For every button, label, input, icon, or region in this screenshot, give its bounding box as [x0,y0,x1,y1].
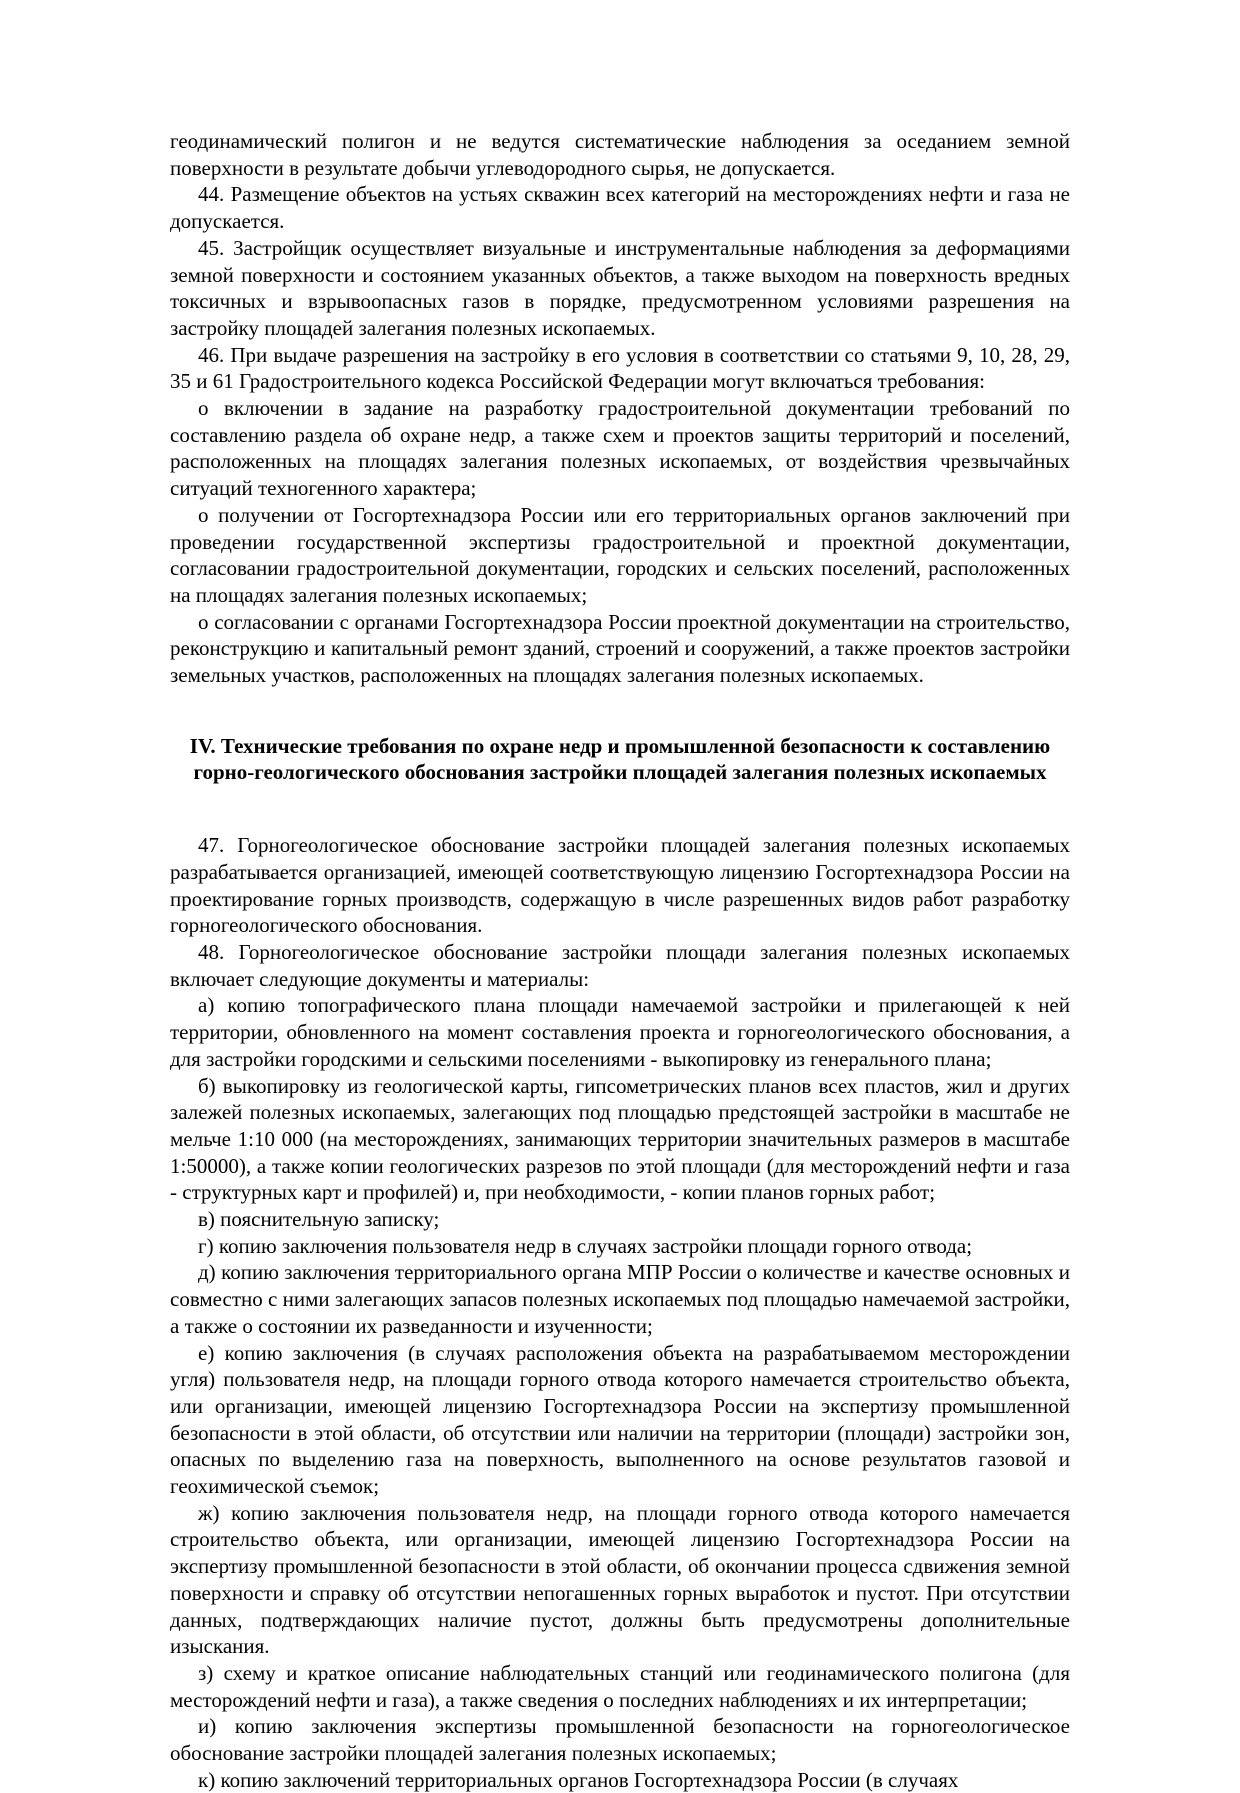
paragraph: 48. Горногеологическое обоснование застройки площади залегания полезных ископаемых включает следующие документы и материалы: [170,939,1070,991]
section-heading: IV. Технические требования по охране недр и промышленной безопасности к составлению горно-геологического обоснования застройки площадей залегания полезных ископаемых [189,733,1051,785]
paragraph: о включении в задание на разработку градостроительной документации требований по составлению раздела об охране недр, а также схем и проектов защиты территорий и поселений, расположенных на площадях залегания полезных ископаемых, от воздействия чрезвычайных ситуаций техногенного характера; [170,396,1070,501]
document-body [170,128,1070,1793]
paragraph: з) схему и краткое описание наблюдательных станций или геодинамического полигона (для месторождений нефти и газа), а также сведения о последних наблюдениях и их интерпретации; [170,1660,1070,1712]
paragraph: д) копию заключения территориального органа МПР России о количестве и качестве основных и совместно с ними залегающих запасов полезных ископаемых под площадью намечаемой застройки, а также о состоянии их разведанности и изученности; [170,1260,1070,1338]
paragraph: и) копию заключения экспертизы промышленной безопасности на горногеологическое обоснование застройки площадей залегания полезных ископаемых; [170,1714,1070,1766]
paragraph: о согласовании с органами Госгортехнадзора России проектной документации на строительство, реконструкцию и капитальный ремонт зданий, строений и сооружений, а также проектов застройки земельных участков, расположенных на площадях залегания полезных ископаемых. [170,609,1070,688]
paragraph: 44. Размещение объектов на устьях скважин всех категорий на месторождениях нефти и газа не допускается. [170,182,1070,234]
paragraph: е) копию заключения (в случаях расположения объекта на разрабатываемом месторождении угля) пользователя недр, на площади горного отвода которого намечается строительство объекта, или организации, имеющей лицензию Госгортехнадзора России на экспертизу промышленной безопасности в этой области, об отсутствии или наличии на территории (площади) застройки зон, опасных по выделению газа на поверхность, выполненного на основе результатов газовой и геохимической съемок; [170,1340,1070,1499]
paragraph: геодинамический полигон и не ведутся систематические наблюдения за оседанием земной поверхности в результате добычи углеводородного сырья, не допускается. [170,129,1070,180]
paragraph: в) пояснительную записку; [198,1207,440,1232]
paragraph: 46. При выдаче разрешения на застройку в его условия в соответствии со статьями 9, 10, 28, 29, 35 и 61 Градостроительного кодекса Российской Федерации могут включаться требования: [170,342,1070,394]
paragraph: 45. Застройщик осуществляет визуальные и инструментальные наблюдения за деформациями земной поверхности и состоянием указанных объектов, а также выходом на поверхность вредных токсичных и взрывоопасных газов в порядке, предусмотренном условиями разрешения на застройку площадей залегания полезных ископаемых. [170,235,1070,340]
paragraph: ж) копию заключения пользователя недр, на площади горного отвода которого намечается строительство объекта, или организации, имеющей лицензию Госгортехнадзора России на экспертизу промышленной безопасности в этой области, об окончании процесса сдвижения земной поверхности и справку об отсутствии непогашенных горных выработок и пустот. При отсутствии данных, подтверждающих наличие пустот, должны быть предусмотрены дополнительные изыскания. [170,1500,1070,1659]
paragraph: 47. Горногеологическое обоснование застройки площадей залегания полезных ископаемых разрабатывается организацией, имеющей соответствующую лицензию Госгортехнадзора России на проектирование горных производств, содержащую в числе разрешенных видов работ разработку горногеологического обоснования. [170,833,1070,938]
paragraph: о получении от Госгортехнадзора России или его территориальных органов заключений при проведении государственной экспертизы градостроительной и проектной документации, согласовании градостроительной документации, городских и сельских поселений, расположенных на площадях залегания полезных ископаемых; [170,502,1070,607]
paragraph: г) копию заключения пользователя недр в случаях застройки площади горного отвода; [198,1233,973,1258]
paragraph: к) копию заключений территориальных органов Госгортехнадзора России (в случаях [198,1767,959,1792]
paragraph: б) выкопировку из геологической карты, гипсометрических планов всех пластов, жил и других залежей полезных ископаемых, залегающих под площадью предстоящей застройки в масштабе не мельче 1:10 000 (на месторождениях, занимающих территории значительных размеров в масштабе 1:50000), а также копии геологических разрезов по этой площади (для месторождений нефти и газа - структурных карт и профилей) и, при необходимости, - копии планов горных работ; [170,1073,1070,1205]
paragraph: а) копию топографического плана площади намечаемой застройки и прилегающей к ней территории, обновленного на момент составления проекта и горногеологического обоснования, а для застройки городскими и сельскими поселениями - выкопировку из генерального плана; [170,993,1070,1071]
